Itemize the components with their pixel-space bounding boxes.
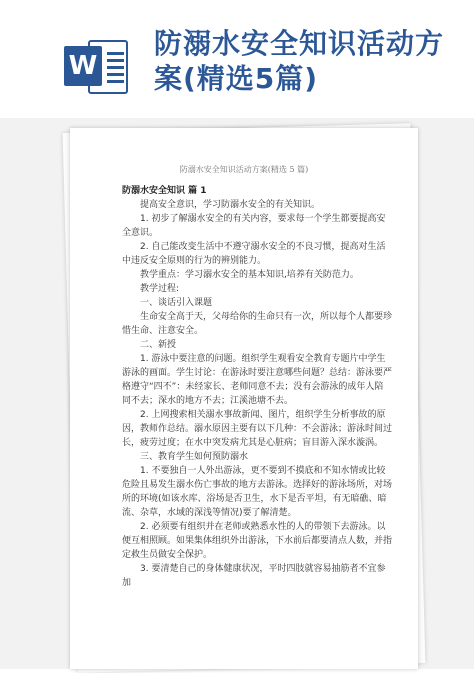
paragraph: 3. 要清楚自己的身体健康状况，平时四肢就容易抽筋者不宜参加: [122, 564, 386, 588]
paragraph: 一、谈话引入课题: [140, 298, 213, 308]
paragraph: 提高安全意识，学习防溺水安全的有关知识。: [140, 200, 321, 210]
paragraph: 2. 必须要有组织并在老师或熟悉水性的人的带领下去游泳。以便互相照顾。如果集体组织外出游泳，下水前后都要清点人数，并指定救生员做安全保护。: [122, 522, 393, 560]
paragraph: 三、教育学生如何预防溺水: [140, 452, 249, 462]
word-doc-icon: [64, 36, 130, 98]
paragraph: 二、新授: [140, 340, 177, 350]
page-content: [122, 184, 392, 590]
paragraph: 1. 不要独自一人外出游泳，更不要到不摸底和不知水情或比较危险且易发生溺水伤亡事故的地方去游泳。选择好的游泳场所，对场所的环境(如该水库、浴场是否卫生，水下是否平坦，有无暗礁、暗流、杂草，水域的深浅等情况)要了解清楚。: [122, 466, 393, 518]
word-w-letter: W: [64, 46, 102, 86]
paragraph: 1. 游泳中要注意的问题。组织学生观看安全教育专题片中学生游泳的画面。学生讨论：在游泳时要注意哪些问题？总结：游泳要严格遵守“四不”：未经家长、老师同意不去；没有会游泳的成年人陪同不去；深水的地方不去；江溪池塘不去。: [122, 354, 393, 406]
document-page: [70, 128, 418, 669]
paragraph: 生命安全高于天，父母给你的生命只有一次，所以每个人都要珍惜生命、注意安全。: [122, 312, 393, 336]
banner-title: 防溺水安全知识活动方案(精选5篇): [154, 27, 445, 95]
banner: [0, 0, 474, 118]
paragraph: 2. 上网搜索相关溺水事故新闻、图片，组织学生分析事故的原因，教师作总结。溺水原因主要有以下几种：不会游泳；游泳时间过长，疲劳过度；在水中突发病尤其是心脏病；盲目游入深水漩涡。: [122, 410, 393, 448]
section-heading: 防溺水安全知识 篇 1: [122, 186, 207, 196]
paragraph: 教学过程:: [140, 284, 180, 294]
paragraph: 教学重点：学习溺水安全的基本知识,培养有关防范力。: [140, 270, 359, 280]
paragraph: 2. 自己能改变生活中不遵守溺水安全的不良习惯，提高对生活中违反安全原则的行为的辨别能力。: [122, 242, 386, 266]
paragraph: 1. 初步了解溺水安全的有关内容，要求每一个学生都要提高安全意识。: [122, 214, 386, 238]
page-header: 防溺水安全知识活动方案(精选 5 篇): [179, 165, 309, 174]
